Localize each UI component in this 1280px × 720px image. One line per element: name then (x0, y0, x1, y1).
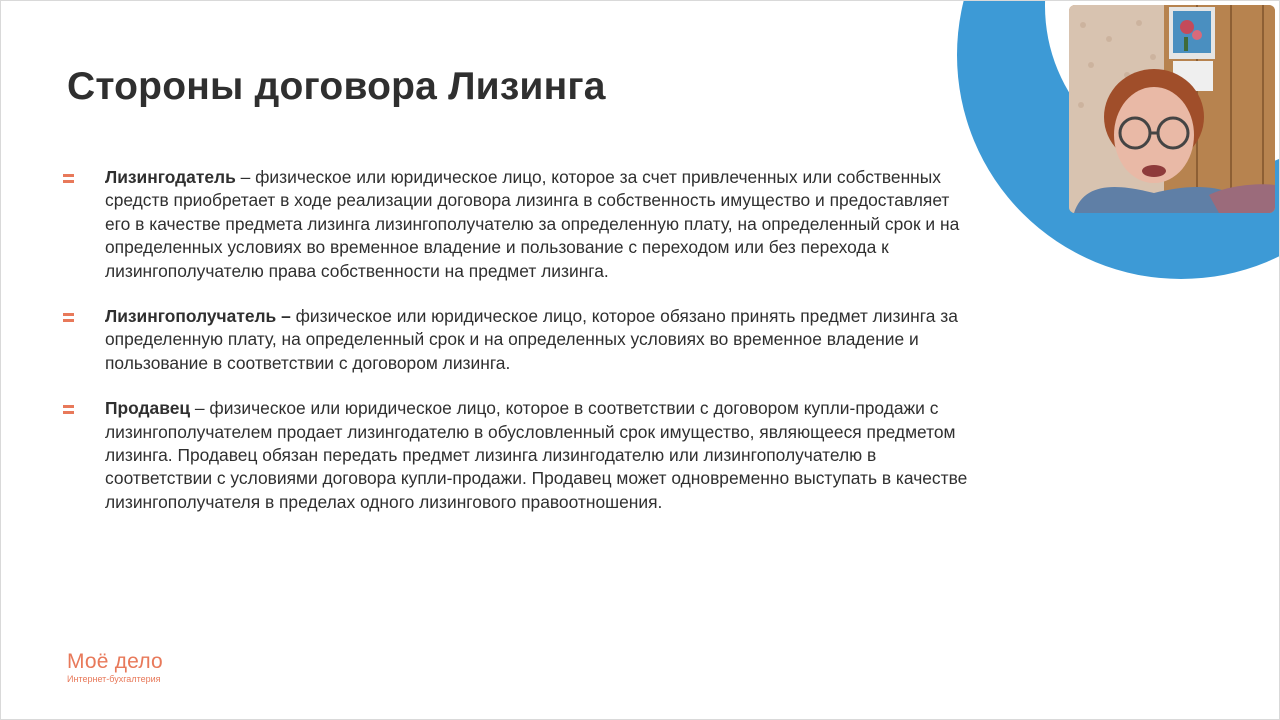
bullet-text: – физическое или юридическое лицо, которое за счет привлеченных или собственных средств приобретает в ходе реализации договора лизинга в собственность имущество и предоставляет его в качестве предмета лизинга лизингополучателю за определенную плату, на определенный срок и на определенных условиях во временное владение и пользование с переходом или без перехода к лизингополучателю права собственности на предмет лизинга. (105, 167, 960, 281)
logo-tagline: Интернет-бухгалтерия (67, 674, 161, 684)
slide-title: Стороны договора Лизинга (67, 65, 606, 108)
bullet-lessor (59, 166, 969, 283)
bullet-term: Лизингодатель (105, 167, 236, 187)
presenter-video-icon (1069, 5, 1275, 213)
bullet-list (59, 166, 969, 536)
presenter-video (1069, 5, 1275, 213)
bullet-marker-icon (63, 405, 74, 414)
bullet-text: – физическое или юридическое лицо, которое в соответствии с договором купли-продажи с лизингополучателем продает лизингодателю в обусловленный срок имущество, являющееся предметом лизинга. Продавец обязан передать предмет лизинга лизингодателю или лизингополучателю в соответствии с условиями договора купли-продажи. Продавец может одновременно выступать в качестве лизингополучателя в пределах одного лизингового правоотношения. (105, 398, 968, 512)
bullet-term: Лизингополучатель – (105, 306, 291, 327)
bullet-text: физическое или юридическое лицо, которое обязано принять предмет лизинга за определенную плату, на определенный срок и на определенных условиях во временное владение и пользование в соответствии с договором лизинга. (105, 306, 958, 373)
bullet-term: Продавец (105, 398, 191, 419)
company-logo (67, 651, 163, 685)
bullet-lessee (59, 305, 969, 375)
logo-name: Моё дело (67, 650, 163, 673)
bullet-marker-icon (63, 174, 74, 183)
bullet-seller (59, 397, 969, 514)
bullet-marker-icon (63, 313, 74, 322)
